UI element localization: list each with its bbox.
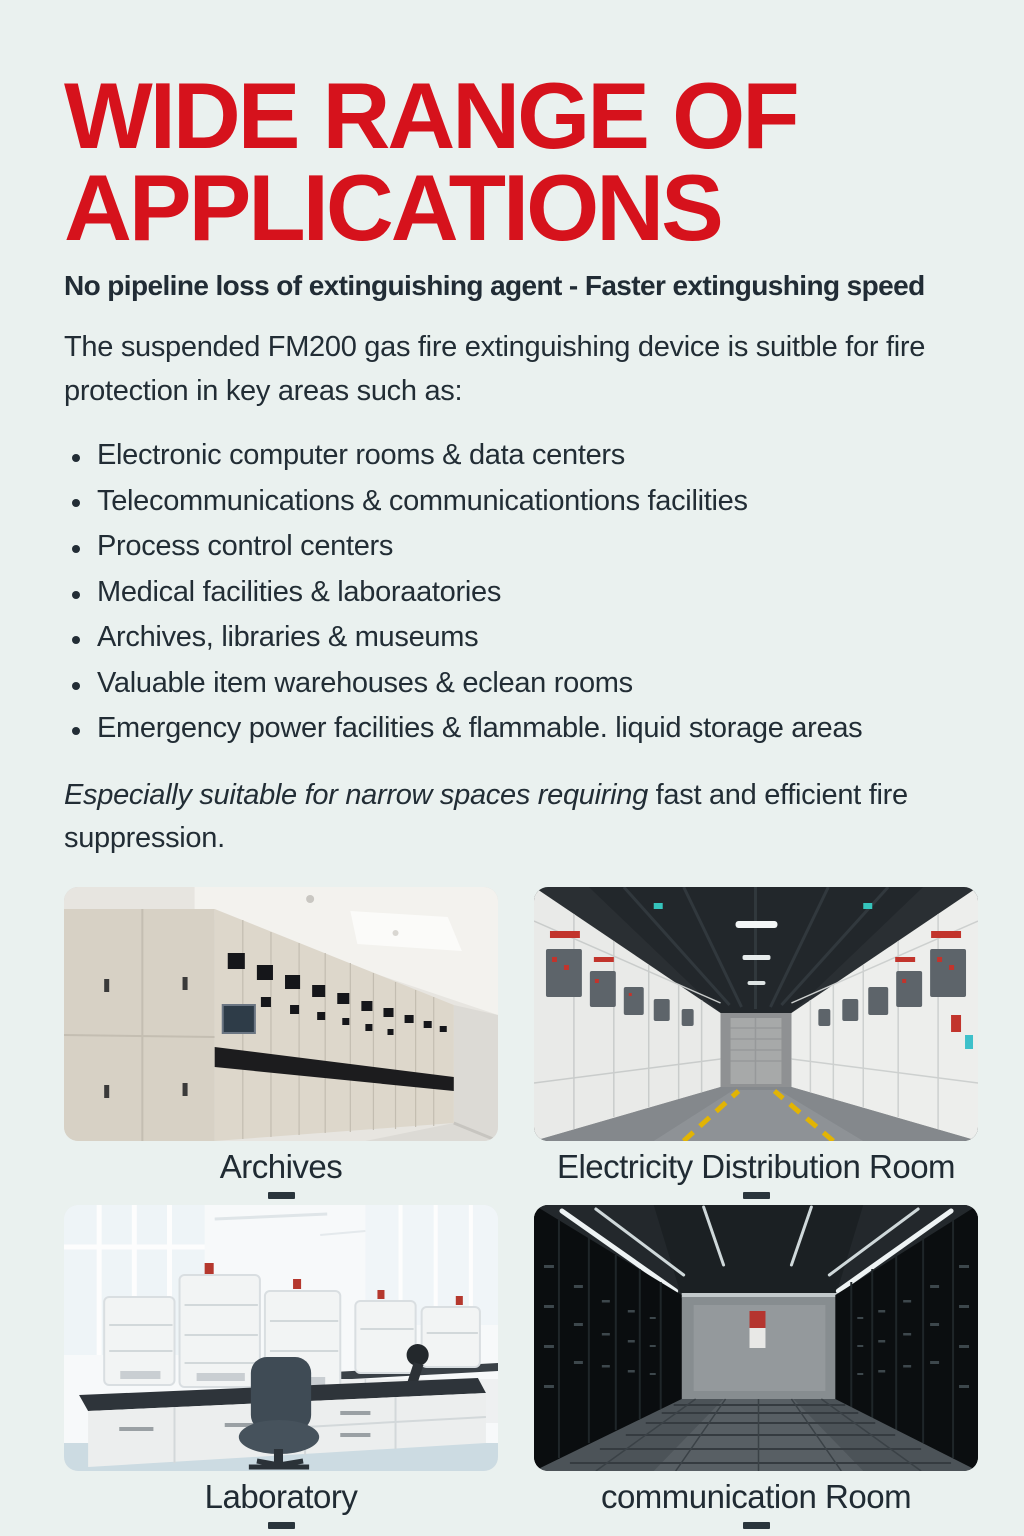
list-item-label: Valuable item warehouses & eclean rooms — [97, 666, 633, 699]
caption-underline — [743, 1192, 770, 1199]
caption-label: Electricity Distribution Room — [556, 1147, 956, 1185]
bullet-icon — [72, 545, 80, 553]
page-subtitle: No pipeline loss of extinguishing agent - Faster extingushing speed — [64, 270, 925, 302]
list-item-label: Electronic computer rooms & data centers — [97, 439, 625, 472]
laboratory-illustration — [64, 1205, 498, 1471]
communication-room-photo — [534, 1205, 978, 1471]
bullet-icon — [72, 682, 80, 690]
list-item — [64, 479, 994, 525]
gallery-item-archives — [64, 887, 498, 1199]
bullet-icon — [72, 591, 80, 599]
list-item-label: Medical facilities & laboraatories — [97, 575, 502, 608]
list-item-label: Archives, libraries & museums — [97, 621, 479, 654]
list-item — [64, 706, 994, 752]
note-regular-text: fast and efficient fire suppression. — [64, 778, 908, 855]
gallery-item-electricity-distribution-room — [534, 887, 978, 1199]
caption-underline — [268, 1522, 295, 1529]
gallery-caption — [534, 1479, 978, 1529]
electricity-distribution-room-photo — [534, 887, 978, 1141]
gallery-item-laboratory — [64, 1205, 498, 1529]
caption-underline — [268, 1192, 295, 1199]
suitability-note — [64, 774, 984, 861]
applications-list — [64, 433, 994, 752]
gallery-caption — [534, 1149, 978, 1199]
gallery-caption — [64, 1149, 498, 1199]
archives-photo — [64, 887, 498, 1141]
list-item — [64, 524, 994, 570]
communication-room-illustration — [534, 1205, 978, 1471]
caption-underline — [743, 1522, 770, 1529]
bullet-icon — [72, 454, 80, 462]
intro-text: The suspended FM200 gas fire extinguishing device is suitble for fire protection in key areas such as: — [64, 331, 926, 407]
electricity-room-illustration — [534, 887, 978, 1141]
list-item — [64, 615, 994, 661]
laboratory-photo — [64, 1205, 498, 1471]
caption-label: communication Room — [600, 1478, 912, 1516]
list-item-label: Telecommunications & communicationtions facilities — [97, 484, 748, 517]
list-item-label: Emergency power facilities & flammable. liquid storage areas — [97, 712, 863, 745]
bullet-icon — [72, 499, 80, 507]
gallery-item-communication-room — [534, 1205, 978, 1529]
bullet-icon — [72, 636, 80, 644]
list-item — [64, 661, 994, 707]
list-item — [64, 433, 994, 479]
caption-label: Archives — [219, 1147, 343, 1185]
caption-label: Laboratory — [204, 1478, 358, 1516]
application-gallery — [64, 887, 994, 1530]
bullet-icon — [72, 727, 80, 735]
page-title: WIDE RANGE OF APPLICATIONS — [64, 63, 797, 261]
gallery-caption — [64, 1479, 498, 1529]
list-item — [64, 570, 994, 616]
list-item-label: Process control centers — [97, 530, 394, 563]
archives-illustration — [64, 887, 498, 1141]
note-italic-text: Especially suitable for narrow spaces requiring — [64, 778, 648, 811]
